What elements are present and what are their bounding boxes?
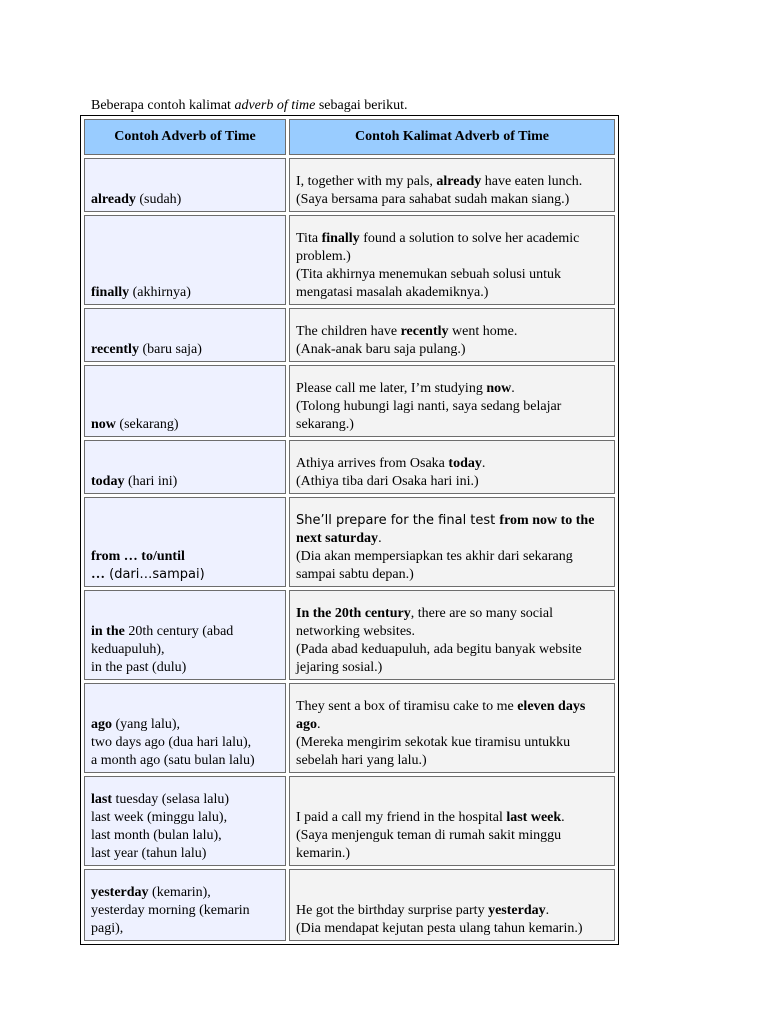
text-segment: Athiya arrives from Osaka	[296, 456, 449, 471]
example-cell	[289, 590, 615, 680]
example-cell-line	[296, 752, 614, 770]
bold-text: yesterday	[91, 885, 149, 900]
adverb-cell-line	[91, 566, 285, 584]
bold-text: today	[91, 474, 125, 489]
text-segment: yesterday morning (kemarin	[91, 903, 250, 918]
table-body	[84, 158, 615, 941]
text-segment: pagi),	[91, 921, 124, 936]
text-segment: I, together with my pals,	[296, 174, 437, 189]
bold-text: finally	[91, 285, 130, 300]
text-segment: .	[561, 810, 565, 825]
adverb-cell-line	[91, 809, 285, 827]
example-cell-line	[296, 323, 614, 341]
adverb-cell-line	[91, 548, 285, 566]
text-segment: 20th century (abad	[124, 624, 234, 639]
adverb-cell	[84, 365, 286, 437]
text-segment: (Dia akan mempersiapkan tes akhir dari sekarang	[296, 549, 573, 564]
text-segment: went home.	[448, 324, 518, 339]
text-segment: (dari…sampai)	[105, 567, 205, 582]
text-segment: sekarang.)	[296, 417, 354, 432]
example-cell-line	[296, 659, 614, 677]
example-cell-line	[296, 605, 614, 623]
text-segment: sampai sabtu depan.)	[296, 567, 414, 582]
table-row	[84, 215, 615, 305]
text-segment: kemarin.)	[296, 846, 351, 861]
text-segment: (Mereka mengirim sekotak kue tiramisu untukku	[296, 735, 571, 750]
bold-text: recently	[400, 324, 449, 339]
bold-text: already	[91, 192, 136, 207]
example-cell-line	[296, 920, 614, 938]
text-segment: (kemarin),	[148, 885, 211, 900]
example-cell-line	[296, 530, 614, 548]
example-cell	[289, 158, 615, 212]
example-cell	[289, 776, 615, 866]
adverb-table	[80, 115, 619, 945]
text-segment: (Anak-anak baru saja pulang.)	[296, 342, 466, 357]
adverb-cell-line	[91, 623, 285, 641]
example-cell-line	[296, 398, 614, 416]
bold-text: ago	[296, 717, 317, 732]
text-segment: (akhirnya)	[129, 285, 191, 300]
example-cell-line	[296, 902, 614, 920]
adverb-cell	[84, 308, 286, 362]
intro-after: sebagai berikut.	[315, 98, 408, 113]
bold-text: In the 20th century	[296, 606, 411, 621]
bold-text: now	[91, 417, 116, 432]
intro-before: Beberapa contoh kalimat	[91, 98, 235, 113]
bold-text: last week	[506, 810, 562, 825]
example-cell	[289, 440, 615, 494]
text-segment: sebelah hari yang lalu.)	[296, 753, 427, 768]
bold-text: ago	[91, 717, 112, 732]
example-cell-line	[296, 173, 614, 191]
adverb-cell-line	[91, 902, 285, 920]
text-segment: (Saya menjenguk teman di rumah sakit minggu	[296, 828, 562, 843]
adverb-cell-line	[91, 284, 285, 302]
example-cell	[289, 215, 615, 305]
text-segment: She’ll prepare for the final test	[296, 513, 500, 528]
bold-text: in the	[91, 624, 125, 639]
text-segment: last week (minggu lalu),	[91, 810, 228, 825]
text-segment: They sent a box of tiramisu cake to me	[296, 699, 518, 714]
adverb-cell-line	[91, 641, 285, 659]
bold-text: …	[91, 567, 105, 582]
bold-text: finally	[321, 231, 360, 246]
example-cell-line	[296, 248, 614, 266]
bold-text: last	[91, 792, 112, 807]
table-row	[84, 776, 615, 866]
adverb-cell	[84, 869, 286, 941]
text-segment: (Tita akhirnya menemukan sebuah solusi untuk	[296, 267, 562, 282]
bold-text: eleven days	[517, 699, 586, 714]
example-cell-line	[296, 566, 614, 584]
text-segment: found a solution to solve her academic	[359, 231, 580, 246]
example-cell-line	[296, 845, 614, 863]
example-cell	[289, 308, 615, 362]
table-row	[84, 869, 615, 941]
adverb-cell	[84, 590, 286, 680]
table-row	[84, 590, 615, 680]
adverb-cell-line	[91, 191, 285, 209]
text-segment: .	[481, 456, 486, 471]
text-segment: tuesday (selasa lalu)	[112, 792, 230, 807]
adverb-cell	[84, 440, 286, 494]
text-segment: .	[317, 717, 321, 732]
adverb-cell	[84, 776, 286, 866]
text-segment: , there are so many social	[410, 606, 554, 621]
example-cell-line	[296, 623, 614, 641]
text-segment: have eaten lunch.	[481, 174, 583, 189]
table-row	[84, 308, 615, 362]
example-cell-line	[296, 734, 614, 752]
text-segment: two days ago (dua hari lalu),	[91, 735, 252, 750]
adverb-cell-line	[91, 416, 285, 434]
table-row	[84, 440, 615, 494]
example-cell-line	[296, 809, 614, 827]
example-cell-line	[296, 266, 614, 284]
intro-text	[91, 97, 407, 115]
example-cell-line	[296, 341, 614, 359]
text-segment: Tita	[296, 231, 322, 246]
table-row	[84, 683, 615, 773]
adverb-cell-line	[91, 341, 285, 359]
text-segment: .	[378, 531, 382, 546]
example-cell-line	[296, 548, 614, 566]
table-row	[84, 158, 615, 212]
intro-italic: adverb of time	[234, 98, 316, 113]
header-example: Contoh Kalimat Adverb of Time	[289, 119, 615, 155]
adverb-cell-line	[91, 827, 285, 845]
table-header-row	[84, 119, 615, 155]
bold-text: from … to/until	[91, 549, 185, 564]
example-cell-line	[296, 698, 614, 716]
bold-text: next saturday	[296, 531, 379, 546]
adverb-cell	[84, 158, 286, 212]
text-segment: networking websites.	[296, 624, 415, 639]
text-segment: a month ago (satu bulan lalu)	[91, 753, 255, 768]
bold-text: from now to the	[499, 513, 595, 528]
text-segment: (yang lalu),	[112, 717, 181, 732]
text-segment: The children have	[296, 324, 401, 339]
example-cell-line	[296, 191, 614, 209]
adverb-cell-line	[91, 473, 285, 491]
adverb-cell-line	[91, 716, 285, 734]
text-segment: He got the birthday surprise party	[296, 903, 489, 918]
example-cell-line	[296, 473, 614, 491]
table-row	[84, 365, 615, 437]
adverb-cell	[84, 683, 286, 773]
text-segment: mengatasi masalah akademiknya.)	[296, 285, 489, 300]
adverb-cell-line	[91, 845, 285, 863]
text-segment: .	[545, 903, 550, 918]
text-segment: keduapuluh),	[91, 642, 165, 657]
example-cell	[289, 869, 615, 941]
adverb-cell-line	[91, 659, 285, 677]
text-segment: (baru saja)	[138, 342, 202, 357]
example-cell-line	[296, 416, 614, 434]
adverb-cell	[84, 497, 286, 587]
example-cell-line	[296, 380, 614, 398]
text-segment: last month (bulan lalu),	[91, 828, 222, 843]
example-cell	[289, 497, 615, 587]
example-cell-line	[296, 284, 614, 302]
example-cell-line	[296, 230, 614, 248]
text-segment: jejaring sosial.)	[296, 660, 383, 675]
text-segment: Please call me later, I’m studying	[296, 381, 487, 396]
bold-text: yesterday	[488, 903, 546, 918]
text-segment: (sekarang)	[115, 417, 179, 432]
adverb-cell-line	[91, 920, 285, 938]
text-segment: (hari ini)	[124, 474, 178, 489]
bold-text: recently	[91, 342, 139, 357]
text-segment: last year (tahun lalu)	[91, 846, 207, 861]
adverb-cell-line	[91, 791, 285, 809]
text-segment: (sudah)	[135, 192, 182, 207]
example-cell	[289, 683, 615, 773]
text-segment: (Athiya tiba dari Osaka hari ini.)	[296, 474, 479, 489]
table-row	[84, 497, 615, 587]
adverb-cell-line	[91, 884, 285, 902]
example-cell-line	[296, 716, 614, 734]
example-cell-line	[296, 455, 614, 473]
adverb-cell-line	[91, 752, 285, 770]
text-segment: I paid a call my friend in the hospital	[296, 810, 507, 825]
bold-text: already	[436, 174, 482, 189]
text-segment: (Saya bersama para sahabat sudah makan siang.)	[296, 192, 570, 207]
text-segment: (Tolong hubungi lagi nanti, saya sedang belajar	[296, 399, 562, 414]
bold-text: today	[448, 456, 482, 471]
adverb-cell	[84, 215, 286, 305]
text-segment: problem.)	[296, 249, 351, 264]
example-cell-line	[296, 512, 614, 530]
adverb-cell-line	[91, 734, 285, 752]
text-segment: in the past (dulu)	[91, 660, 187, 675]
bold-text: now	[486, 381, 512, 396]
example-cell	[289, 365, 615, 437]
text-segment: (Pada abad keduapuluh, ada begitu banyak website	[296, 642, 582, 657]
text-segment: (Dia mendapat kejutan pesta ulang tahun kemarin.)	[296, 921, 583, 936]
header-adverb: Contoh Adverb of Time	[84, 119, 286, 155]
text-segment: .	[511, 381, 515, 396]
example-cell-line	[296, 641, 614, 659]
example-cell-line	[296, 827, 614, 845]
